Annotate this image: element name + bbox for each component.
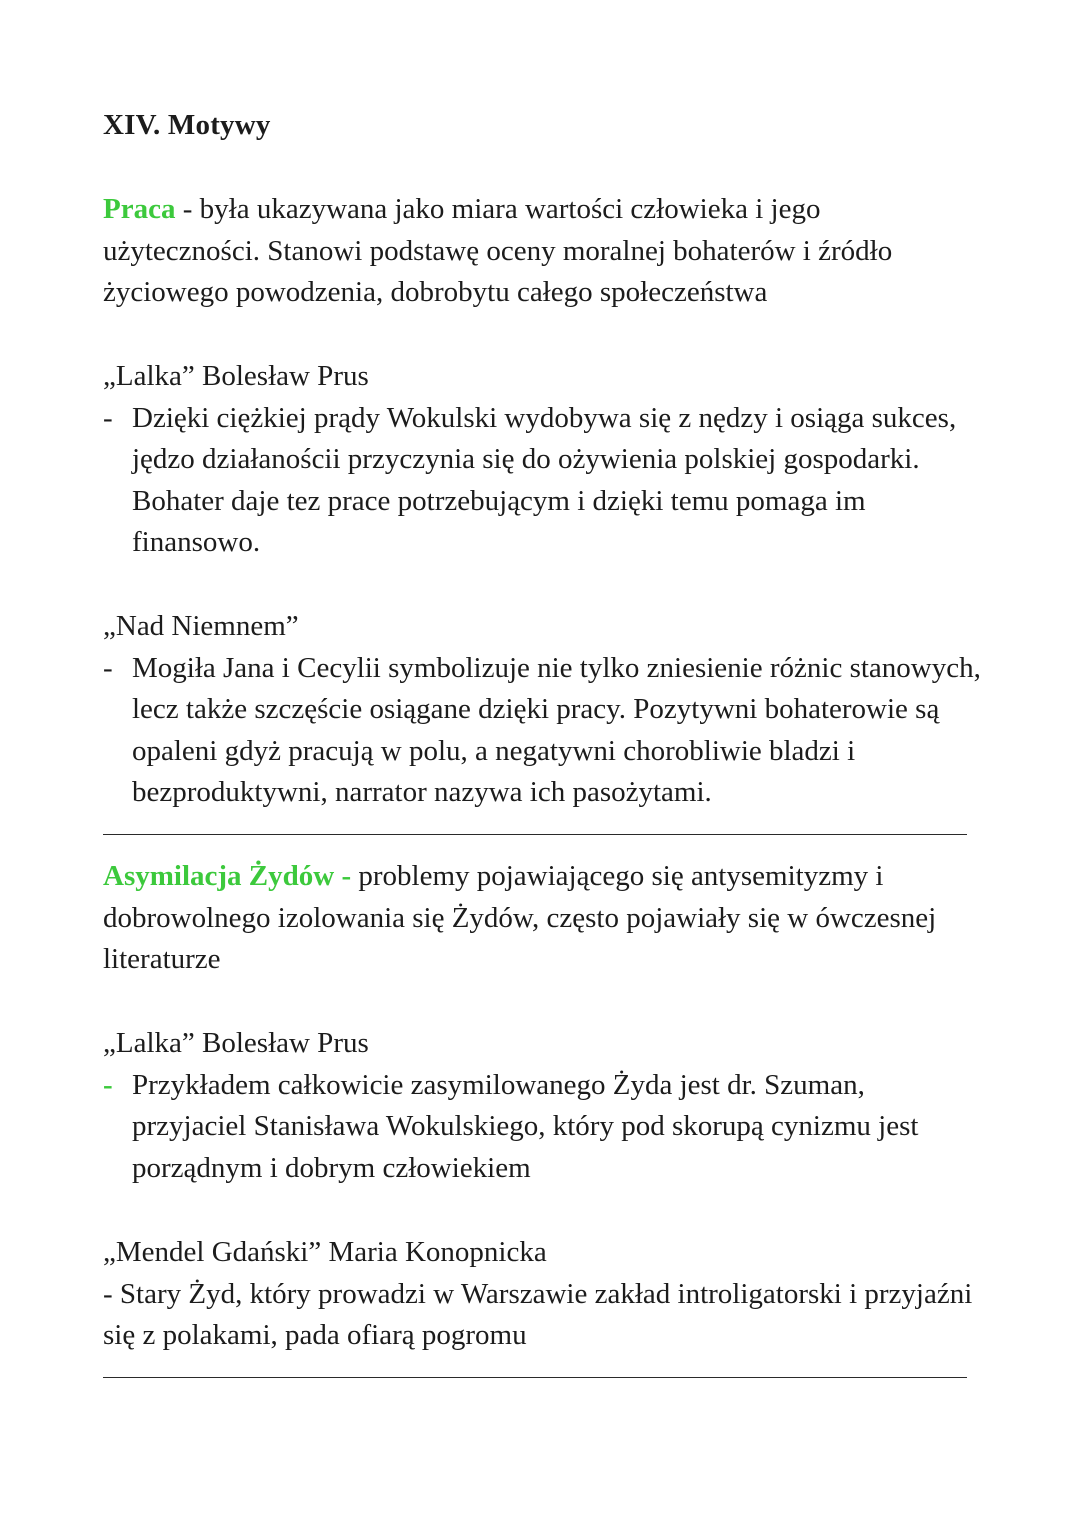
work-description: Przykładem całkowicie zasymilowanego Żyda jest dr. Szuman, przyjaciel Stanisława Wokulskiego, który pod skorupą cynizmu jest porządnym i dobrym człowiekiem [132,1068,919,1184]
work-description: Dzięki ciężkiej prądy Wokulski wydobywa się z nędzy i osiąga sukces, jędzo działanościi przyczynia się do ożywienia polskiej gospodarki. Bohater daje tez prace potrzebującym i dzięki temu pomaga im finansowo. [132,401,957,558]
term-separator: - [175,193,200,225]
work-title: „Lalka” Bolesław Prus [103,1027,369,1059]
work-nad-niemnem [103,606,983,814]
dash-marker: - [103,1068,113,1101]
work-lalka-asymilacja [103,1023,983,1189]
section-divider [103,1377,967,1378]
work-bullet [103,1065,983,1190]
section-definition: była ukazywana jako miara wartości człowieka i jego użyteczności. Stanowi podstawę oceny moralnej bohaterów i źródło życiowego powodzenia, dobrobytu całego społeczeństwa [103,193,893,308]
section-asymilacja [103,856,983,981]
work-description: Mogiła Jana i Cecylii symbolizuje nie tylko zniesienie różnic stanowych, lecz także szczęście osiągane dzięki pracy. Pozytywni bohaterowie są opaleni gdyż pracują w polu, a negatywni chorobliwie bladzi i bezproduktywni, narrator nazywa ich pasożytami. [132,651,981,808]
work-title: „Lalka” Bolesław Prus [103,360,369,392]
section-divider [103,834,967,835]
dash-marker: - [103,401,113,434]
page-title: XIV. Motywy [103,109,271,141]
section-praca [103,189,983,314]
section-definition: problemy pojawiającego się antysemityzmy i dobrowolnego izolowania się Żydów, często pojawiały się w ówczesnej literaturze [103,860,937,975]
work-title: „Mendel Gdański” Maria Konopnicka [103,1236,547,1268]
work-description: - Stary Żyd, który prowadzi w Warszawie zakład introligatorski i przyjaźni się z polakami, pada ofiarą pogromu [103,1277,973,1351]
section-intro [103,856,983,981]
work-lalka-praca [103,356,983,564]
work-bullet [103,648,983,814]
dash-marker: - [103,651,113,684]
work-bullet [103,398,983,564]
work-title: „Nad Niemnem” [103,610,299,642]
section-intro [103,189,983,314]
work-mendel-gdanski [103,1232,983,1357]
section-term: Asymilacja Żydów - [103,860,352,892]
section-term: Praca [103,193,176,225]
